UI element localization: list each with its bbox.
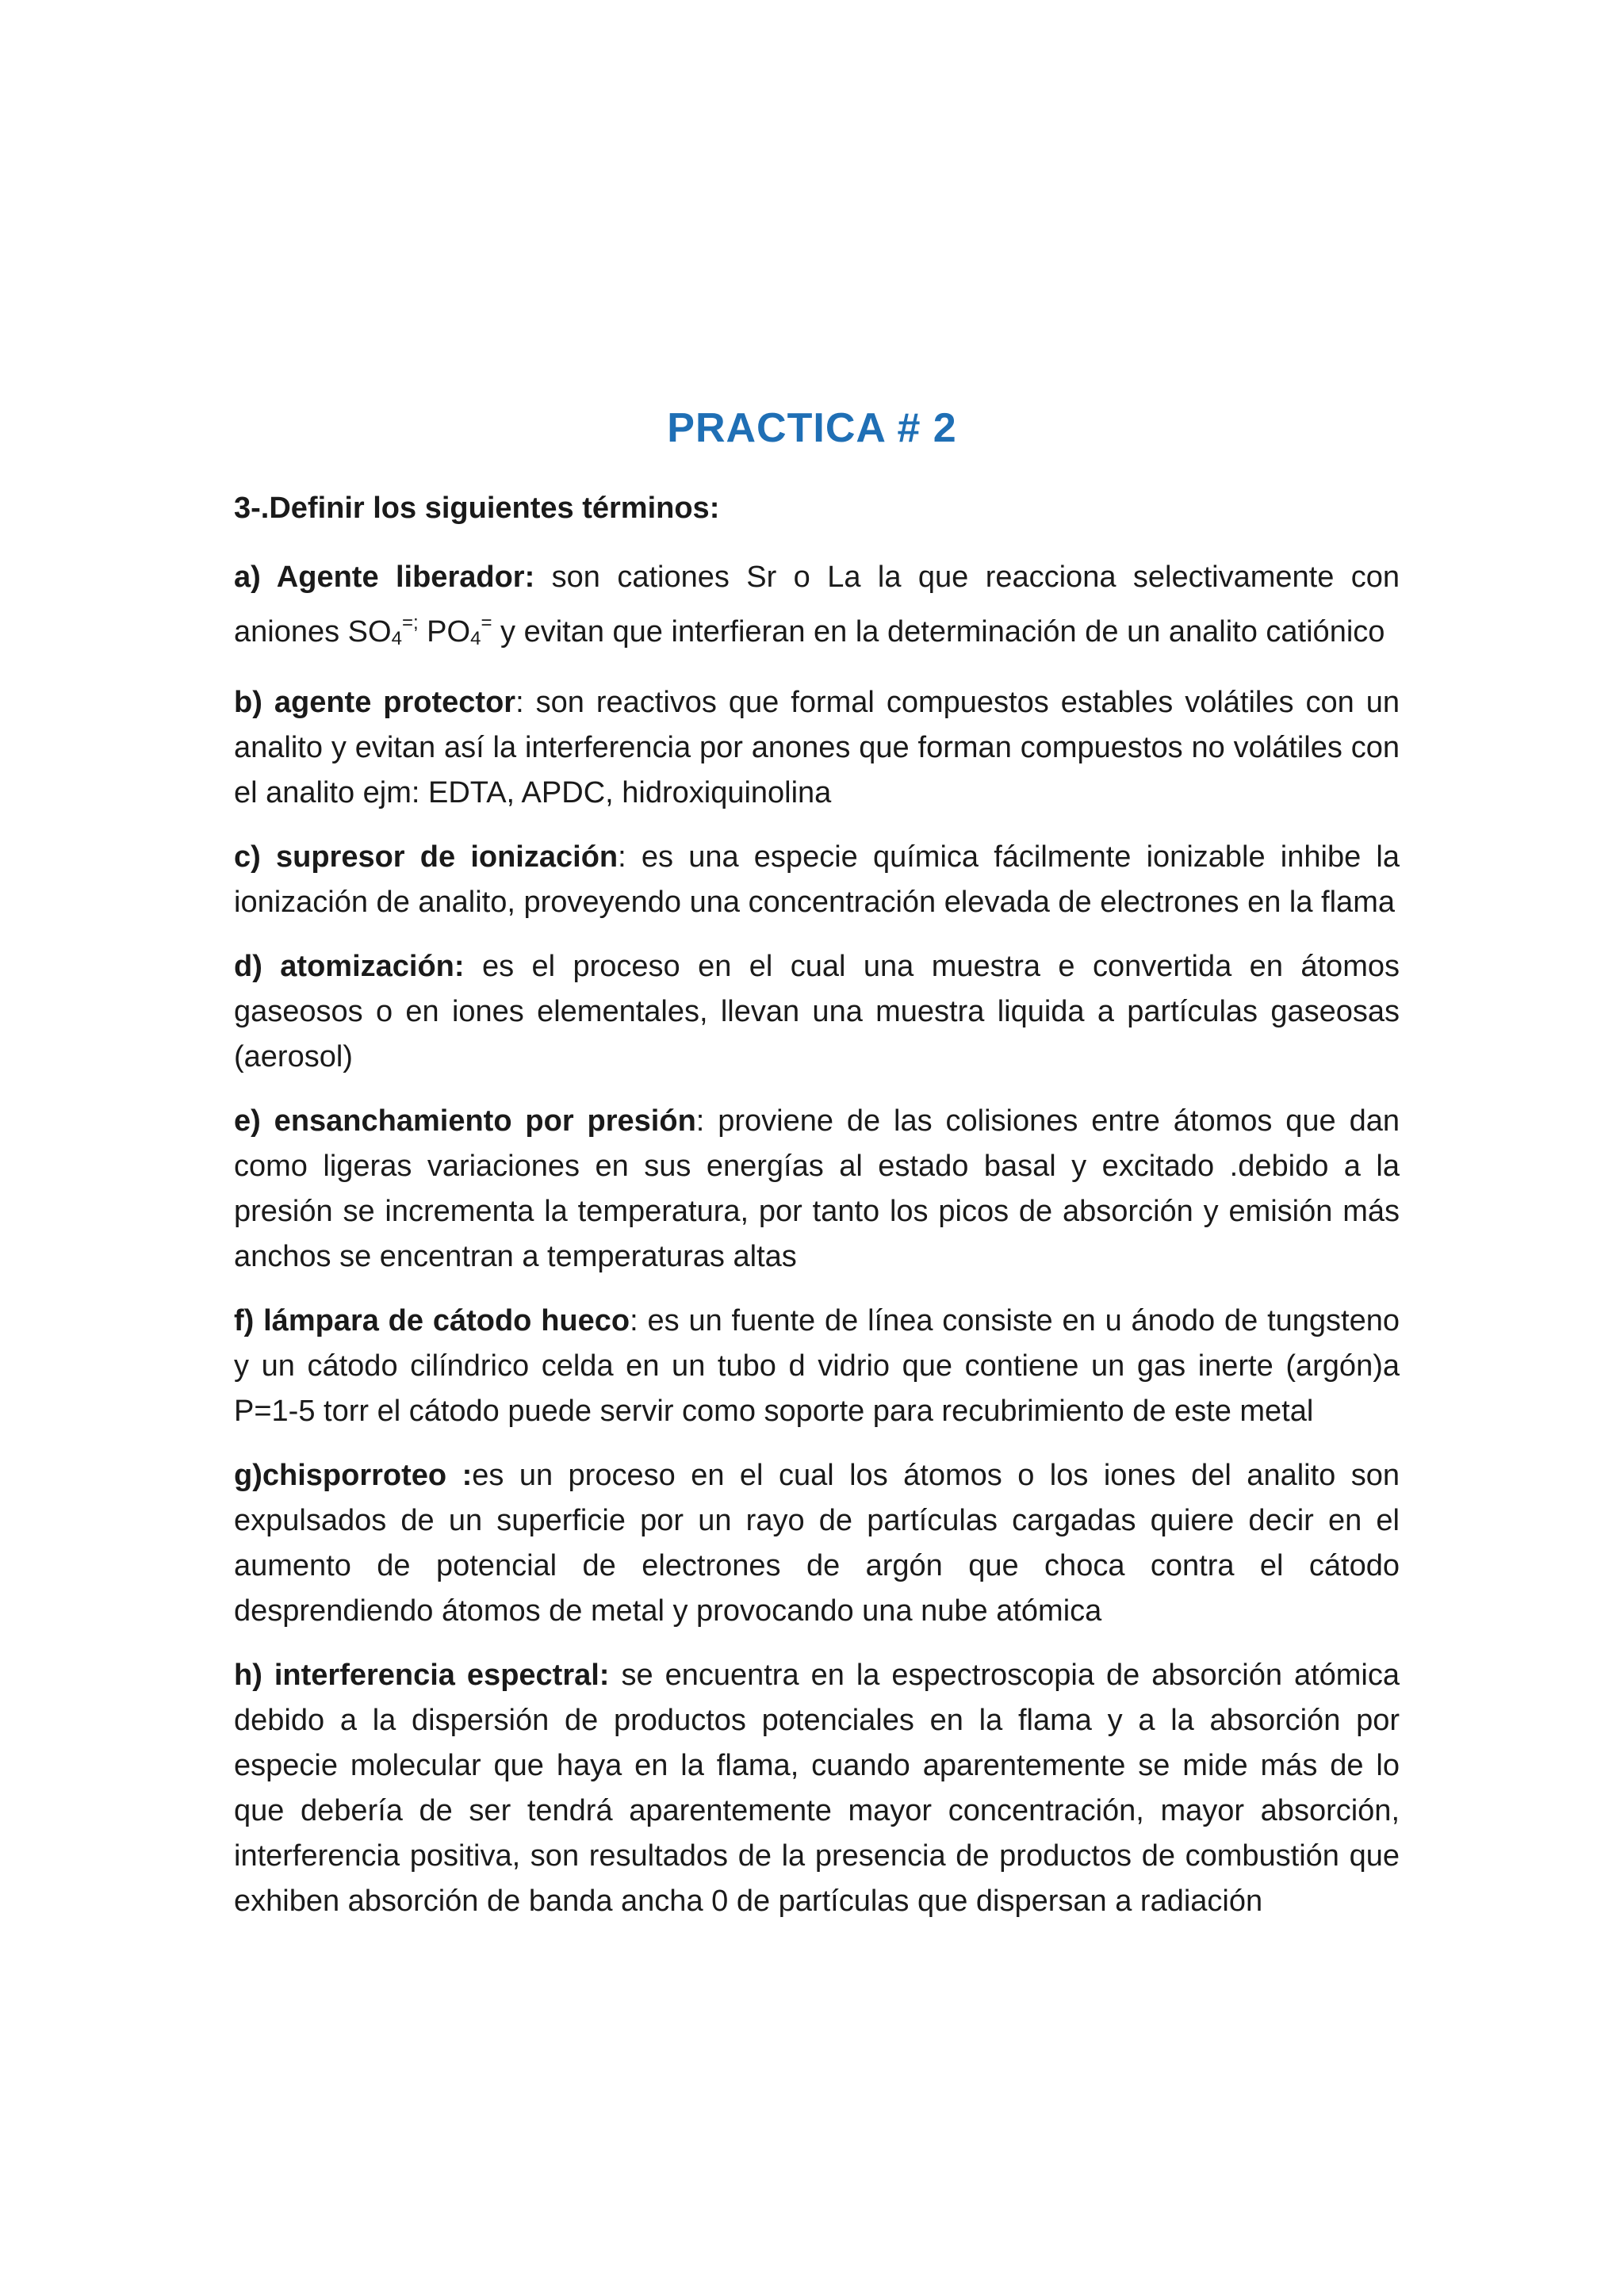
definition-agente-protector	[234, 680, 1400, 816]
definition-text: son cationes Sr o La la que reacciona selectivamente con aniones SO	[234, 561, 1400, 649]
section-heading: 3-.Definir los siguientes términos:	[234, 492, 720, 525]
definition-term: b) agente protector	[234, 686, 516, 719]
definition-term: c) supresor de ionización	[234, 840, 619, 874]
definition-text: : son reactivos que formal compuestos estables volátiles con un analito y evitan así la interferencia por anones que forman compuestos no volátiles con el analito ejm: EDTA, APDC, hidroxiquinolina	[234, 686, 1400, 809]
subscript: 4	[470, 628, 481, 649]
definition-interferencia-espectral	[234, 1653, 1400, 1924]
definition-text: y evitan que interfieran en la determinación de un analito catiónico	[492, 615, 1385, 649]
definition-term: g)chisporroteo :	[234, 1459, 473, 1492]
definition-chisporroteo	[234, 1453, 1400, 1634]
definition-text: es un proceso en el cual los átomos o los iones del analito son expulsados de un superficie por un rayo de partículas cargadas quiere decir en el aumento de potencial de electrones de argón que choca contra el cátodo desprendiendo átomos de metal y provocando una nube atómica	[234, 1459, 1400, 1628]
page-title: PRACTICA # 2	[667, 405, 957, 451]
definition-agente-liberador	[234, 555, 1400, 661]
definition-term: d) atomización:	[234, 950, 465, 983]
definition-lampara-de-catodo-hueco	[234, 1299, 1400, 1434]
superscript: =;	[401, 612, 419, 633]
definition-text: se encuentra en la espectroscopia de absorción atómica debido a la dispersión de productos potenciales en la flama y a la absorción por especie molecular que haya en la flama, cuando aparentemente se mide más de lo que debería de ser tendrá aparentemente mayor concentración, mayor absorción, interferencia positiva, son resultados de la presencia de productos de combustión que exhiben absorción de banda ancha 0 de partículas que dispersan a radiación	[234, 1659, 1400, 1918]
superscript: =	[481, 612, 492, 633]
subscript: 4	[391, 628, 402, 649]
definition-atomizacion	[234, 944, 1400, 1080]
definition-term: f) lámpara de cátodo hueco	[234, 1304, 630, 1337]
definition-text: : es un fuente de línea consiste en u ánodo de tungsteno y un cátodo cilíndrico celda en un tubo d vidrio que contiene un gas inerte (argón)a P=1-5 torr el cátodo puede servir como soporte para recubrimiento de este metal	[234, 1304, 1400, 1428]
definition-term: e) ensanchamiento por presión	[234, 1104, 696, 1138]
definition-supresor-de-ionizacion	[234, 835, 1400, 925]
definition-ensanchamiento-por-presion	[234, 1099, 1400, 1280]
definition-term: h) interferencia espectral:	[234, 1659, 610, 1692]
definition-text: PO	[418, 615, 471, 649]
definition-text: es el proceso en el cual una muestra e convertida en átomos gaseosos o en iones elementales, llevan una muestra liquida a partículas gaseosas (aerosol)	[234, 950, 1400, 1073]
definitions-list	[234, 555, 1400, 1943]
definition-term: a) Agente liberador:	[234, 561, 535, 594]
definition-text: : proviene de las colisiones entre átomos que dan como ligeras variaciones en sus energías al estado basal y excitado .debido a la presión se incrementa la temperatura, por tanto los picos de absorción y emisión más anchos se encentran a temperaturas altas	[234, 1104, 1400, 1273]
definition-text: : es una especie química fácilmente ionizable inhibe la ionización de analito, proveyendo una concentración elevada de electrones en la flama	[234, 840, 1400, 919]
